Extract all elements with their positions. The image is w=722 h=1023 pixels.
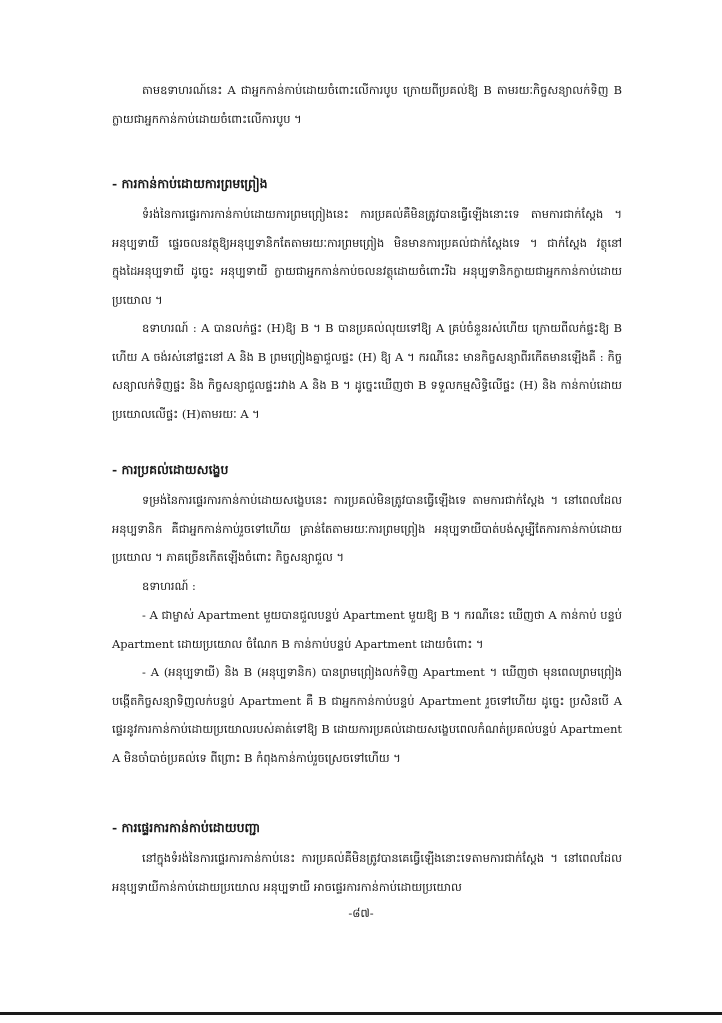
page-number: -៨៧- xyxy=(348,906,374,920)
bottom-rule xyxy=(0,1012,722,1015)
paragraph-constructive-possession: ទំរង់នៃការផ្ទេរការកាន់កាប់ដោយការព្រមព្រៀងនេះ ការប្រគល់គឺមិនត្រូវបានធ្វើឡើងនោះទេ តាមការជាក់ស្តែង ។ អនុប្បទាយី ផ្ទេរចលនវត្ថុឱ្យអនុប្បទានិកតែតាមរយៈការព្រមព្រៀង មិនមានការប្រគល់ជាក់ស្តែងទេ ។ ជាក់ស្តែង វត្ថុនៅក្នុងដៃអនុប្បទាយី ដូច្នេះ អនុប្បទាយី ក្លាយជាអ្នកកាន់កាប់ចលនវត្ថុដោយចំពោះរីឯ អនុប្បទានិកក្លាយជាអ្នកកាន់កាប់ដោយប្រយោល ។ xyxy=(112,207,622,307)
paragraph-apartment-example-1: - A ជាម្ចាស់ Apartment មួយបានជួលបន្ទប់ Apartment មួយឱ្យ B ។ ករណីនេះ ឃើញថា A កាន់កាប់ បន្ទប់ Apartment ដោយប្រយោល ចំណែក B កាន់កាប់បន្ទប់ Apartment ដោយចំពោះ ។ xyxy=(112,608,622,651)
section-heading-constructive-possession: - ការកាន់កាប់ដោយការព្រមព្រៀង xyxy=(112,176,268,191)
section-heading-attornment: - ការផ្ទេរការកាន់កាប់ដោយបញ្ជា xyxy=(112,820,261,835)
section-heading-brevi-manu: - ការប្រគល់ដោយសង្ខេប xyxy=(112,462,229,477)
paragraph-apartment-example-2: - A (អនុប្បទាយី) និង B (អនុប្បទានិក) បានព្រមព្រៀងលក់ទិញ Apartment ។ ឃើញថា មុនពេលព្រមព្រៀងបង្កើតកិច្ចសន្យាទិញលក់បន្ទប់ Apartment គឺ B ជាអ្នកកាន់កាប់បន្ទប់ Apartment រួចទៅហើយ ដូច្នេះ ប្រសិនបើ A ផ្ទេរនូវការកាន់កាប់ដោយប្រយោលរបស់គាត់ទៅឱ្យ B ដោយការប្រគល់ដោយសង្ខេបពេលកំណត់ប្រគល់បន្ទប់ Apartment A មិនចាំបាច់ប្រគល់ទេ ពីព្រោះ B កំពុងកាន់កាប់រួចស្រេចទៅហើយ ។ xyxy=(112,665,622,765)
paragraph-attornment: នៅក្នុងទំរង់នៃការផ្ទេរការកាន់កាប់នេះ ការប្រគល់គឺមិនត្រូវបានគេធ្វើឡើងនោះទេតាមការជាក់ស្តែង ។ នៅពេលដែល អនុប្បទាយីកាន់កាប់ដោយប្រយោល អនុប្បទាយី អាចផ្ទេរការកាន់កាប់ដោយប្រយោល xyxy=(112,851,622,894)
paragraph-example-conclusion: តាមឧទាហរណ៍នេះ A ជាអ្នកកាន់កាប់ដោយចំពោះលើការបូប ក្រោយពីប្រគល់ឱ្យ B តាមរយៈកិច្ចសន្យាលក់ទិញ B ក្លាយជាអ្នកកាន់កាប់ដោយចំពោះលើការបូប ។ xyxy=(112,83,622,126)
paragraph-house-example: ឧទាហរណ៍ : A បានលក់ផ្ទះ (H)ឱ្យ B ។ B បានប្រគល់លុយទៅឱ្យ A គ្រប់ចំនួនរស់ហើយ ក្រោយពីលក់ផ្ទះឱ្យ B ហើយ A ចង់រស់នៅផ្ទះនៅ A និង B ព្រមព្រៀងគ្នាជួលផ្ទះ (H) ឱ្យ A ។ ករណីនេះ មានកិច្ចសន្យាពីរកើតមានឡើងគឺ : កិច្ចសន្យាលក់ទិញផ្ទះ និង កិច្ចសន្យាជួលផ្ទះរវាង A និង B ។ ដូច្នេះឃើញថា B ទទួលកម្មសិទ្ធិលើផ្ទះ (H) និង កាន់កាប់ដោយប្រយោលលើផ្ទះ (H)តាមរយៈ A ។ xyxy=(112,321,622,421)
paragraph-brevi-manu: ទម្រង់នៃការផ្ទេរការកាន់កាប់ដោយសង្ខេបនេះ ការប្រគល់មិនត្រូវបានធ្វើឡើងទេ តាមការជាក់ស្តែង ។ នៅពេលដែលអនុប្បទានិក គឺជាអ្នកកាន់កាប់រួចទៅហើយ គ្រាន់តែតាមរយៈការព្រមព្រៀង អនុប្បទាយីបាត់បង់សូម្បីតែការកាន់កាប់ដោយប្រយោល ។ ភាគច្រើនកើតឡើងចំពោះ កិច្ចសន្យាជួល ។ xyxy=(112,493,622,564)
paragraph-example-label: ឧទាហរណ៍ : xyxy=(142,579,196,593)
